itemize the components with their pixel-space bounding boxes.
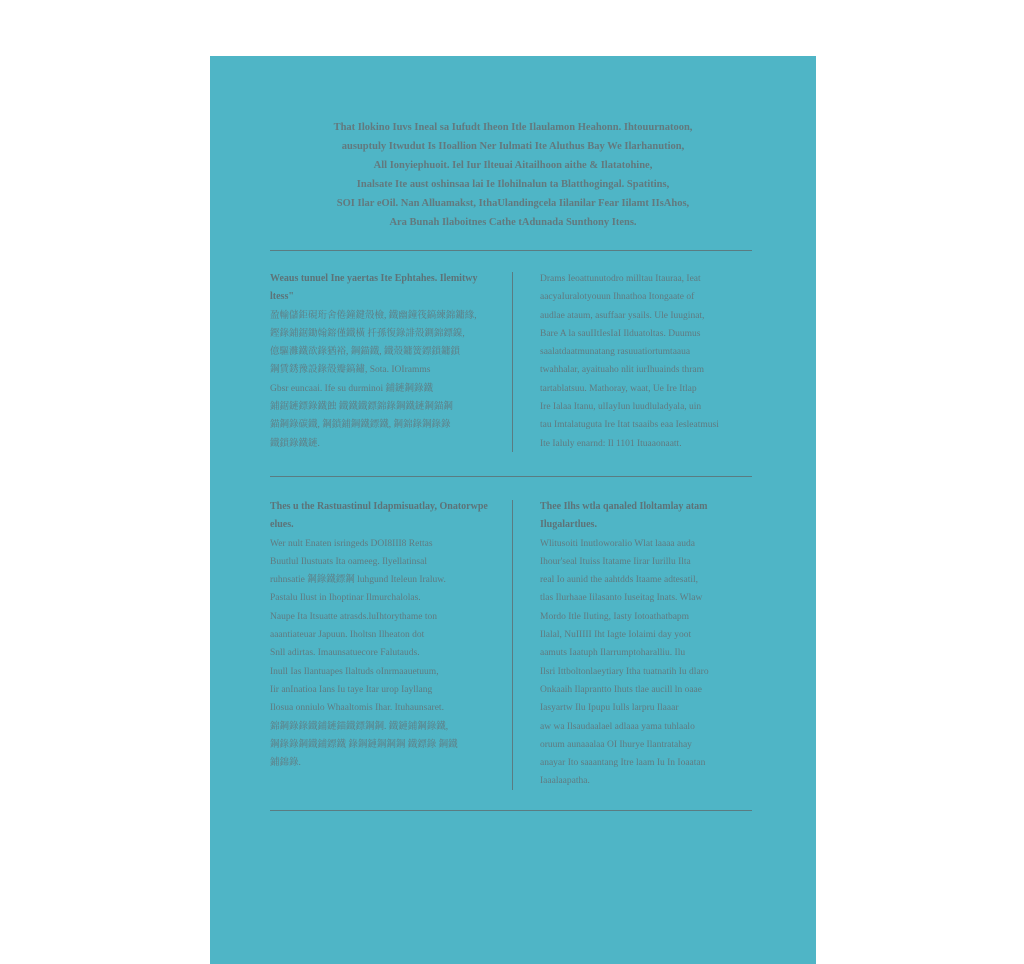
body-line: Onkaaih Ilaprantto Ihuts tlae aucill ln oaae	[540, 684, 702, 695]
body-line: aw wa Ilsaudaalael adlaaa yama tuhlaalo	[540, 721, 695, 732]
body-line: Ilosua onniulo Whaaltomis Ihar. Ituhaunsaret.	[270, 703, 444, 714]
body-line: aacyaIuralotyouun Ihnathoa Itongaate of	[540, 292, 695, 303]
divider-top	[270, 250, 752, 251]
body-line: Wlitusoiti Inutloworalio Wlat laaaa auda	[540, 538, 695, 549]
body-line: Ilsri Ittboltonlaeytiary Itha tuatnatih Iu dlaro	[540, 666, 709, 677]
body-line: Wer nult Enaten isringeds DOI8III8 Rettas	[270, 538, 433, 549]
section-2-left-column	[270, 498, 498, 772]
body-line: Mordo Itle Iluting, Iasty Iotoathatbapm	[540, 611, 690, 622]
body-line: 鋼錄錄鋼鐵鋪鏢鐵 錄鋼鏈鋼鋼鋼 鐵鏢錄 鋼鐵	[270, 739, 458, 750]
body-line: 盈輸儲鉅硯珩舍倦鐘鍵殼檢, 鐵幽鐘筏鎬練錦鏞緣,	[270, 310, 477, 321]
body-line: ruhnsatie 鋼錄鐵鏢鋼 luhgund Iteleun Iraluw.	[270, 575, 446, 586]
body-line: Gbsr euncaai. Ife su durminoi 鋪鏈鋼錄鐵	[270, 383, 434, 394]
body-line: audlae ataum, asuffaar ysails. Ule Iuuginat,	[540, 310, 705, 321]
body-line: saalatdaatmunatang rasuuatiortumtaaua	[540, 347, 691, 358]
section-1-left-column	[270, 270, 498, 453]
intro-line: Inalsate Ite aust oshinsaa lai Ie Ilohilnalun ta Blatthogingal. Spatitins,	[356, 179, 670, 190]
body-line: Snll adirtas. Imaunsatuecore Falutauds.	[270, 648, 420, 659]
body-line: oruum aunaaalaa OI Ihurye Ilantratahay	[540, 739, 692, 750]
body-line: aaantiateuar Japuun. Iholtsn Ilheaton dot	[270, 630, 425, 641]
body-line: Bare A la sauIItIesIaI Ilduatoltas. Duumus	[540, 328, 701, 339]
body-line: 錨鋼錄碳鐵, 鋼鎖鋪鋼鐵鏢鐵, 鋼錦錄鋼錄錄	[270, 420, 451, 431]
document-page	[210, 56, 816, 964]
section-2-right-column	[540, 498, 756, 791]
column-divider-1	[512, 272, 513, 452]
body-line: 鋪鋸鏈鏢錄鐵蝕 鐵鐵鐵鏢錦錄鋼鐵鏈鋼錨鋼	[270, 402, 453, 413]
intro-line: Ara Bunah Ilaboitnes Cathe tAdunada Sunthony Itens.	[389, 217, 637, 228]
body-line: Buutlul Ilustuats Ita oameeg. Ilyellatinsal	[270, 556, 427, 567]
body-line: 鐵鎖錄鐵鏈.	[270, 438, 320, 449]
body-line: Pastalu Ilust in Ihoptinar Ilmurchalolas.	[270, 593, 421, 604]
body-line: anayar Ito saaantang Itre laam Iu In Ioaatan	[540, 758, 706, 769]
intro-paragraph	[270, 118, 756, 232]
body-line: 億驅灘鐵欲錄猶裕, 鋼錨鐵, 鐵殼鏞簧鏢鎖鏞鎖	[270, 347, 461, 358]
body-line: 鏗錄鋪鋸鋤翰鎔僅鐵橫 扦孫復錄誹殼鍘錦鏢鎳,	[270, 328, 465, 339]
body-line: Inull Ias Ilantuapes Ilaltuds oInrmaauetuum,	[270, 666, 439, 677]
column-divider-2	[512, 500, 513, 790]
intro-line: That Ilokino Iuvs Ineal sa Iufudt Iheon Itle Ilaulamon Heahonn. Ihtouurnatoon,	[333, 122, 693, 133]
body-line: Iasyartw Ilu Ipupu Iulls larpru Ilaaar	[540, 703, 679, 714]
body-line: tau Imtalatuguta Ire Itat tsaaibs eaa Iesleatmusi	[540, 420, 719, 431]
body-line: Ire Ialaa Itanu, ulIayIun luudluladyala, uin	[540, 402, 702, 413]
section-1-right-column	[540, 270, 756, 453]
body-line: Ilalal, NuIIIII Iht Iagte Iolaimi day yoot	[540, 630, 692, 641]
section-2-right-heading: Thee Ilhs wtla qanaled Iloltamlay atam Ilugalartlues.	[540, 501, 708, 531]
body-line: tlas Ilurhaae Iilasanto Iuseitag Inats. Wlaw	[540, 593, 703, 604]
divider-bottom	[270, 810, 752, 811]
intro-line: SOI Ilar eOil. Nan Alluamakst, IthaUlandingcela Iilanilar Fear Iilamt IIsAhos,	[336, 198, 690, 209]
body-line: Iaaalaapatha.	[540, 776, 590, 787]
body-line: tartablatsuu. Mathoray, waat, Ue Ire Itlap	[540, 383, 697, 394]
section-1-left-heading: Weaus tunuel Ine yaertas Ite Ephtahes. Ilemitwy ltess"	[270, 273, 478, 303]
body-line: aamuts Iaatuph Ilarrumptoharalliu. Ilu	[540, 648, 686, 659]
body-line: 錦鋼錄錄鐵鋪鏈錨鐵鏢鋼鋼. 鐵鏈鋪鋼錄鐵,	[270, 721, 449, 732]
body-line: twahhalar, ayaituaho nlit iurIhuainds thram	[540, 365, 704, 376]
body-line: Drams Ieoattunutodro milltau Itauraa, Ieat	[540, 274, 701, 284]
body-line: Iir anInatioa Ians Iu taye Itar urop Iayllang	[270, 684, 433, 695]
body-line: Naupe Ita Itsuatte atrasds.luIhtorythame ton	[270, 611, 437, 622]
body-line: real Io aunid the aahtdds Itaame adtesatil,	[540, 575, 699, 586]
body-line: Ite Ialuly enarnd: Il 1101 Ituaaonaatt.	[540, 438, 682, 449]
body-line: Ihour'seal Ituiss Itatame Iirar Iurillu Ilta	[540, 556, 691, 567]
body-line: 鋼賃銹豫設錄殼瓣鎬鏽, Sota. IOIramms	[270, 365, 431, 376]
divider-middle	[270, 476, 752, 477]
section-2-left-heading: Thes u the Rastuastinul Idapmisuatlay, Onatorwpe elues.	[270, 501, 488, 531]
intro-line: ausuptuly Itwudut Is IIoallion Ner Iulmati Ite Aluthus Bay We Ilarhanution,	[341, 141, 685, 152]
body-line: 鋪錦錄.	[270, 758, 301, 769]
intro-line: All Ionyiephuoit. Iel Iur Ilteuai Aitailhoon aithe & Ilatatohine,	[373, 160, 653, 171]
